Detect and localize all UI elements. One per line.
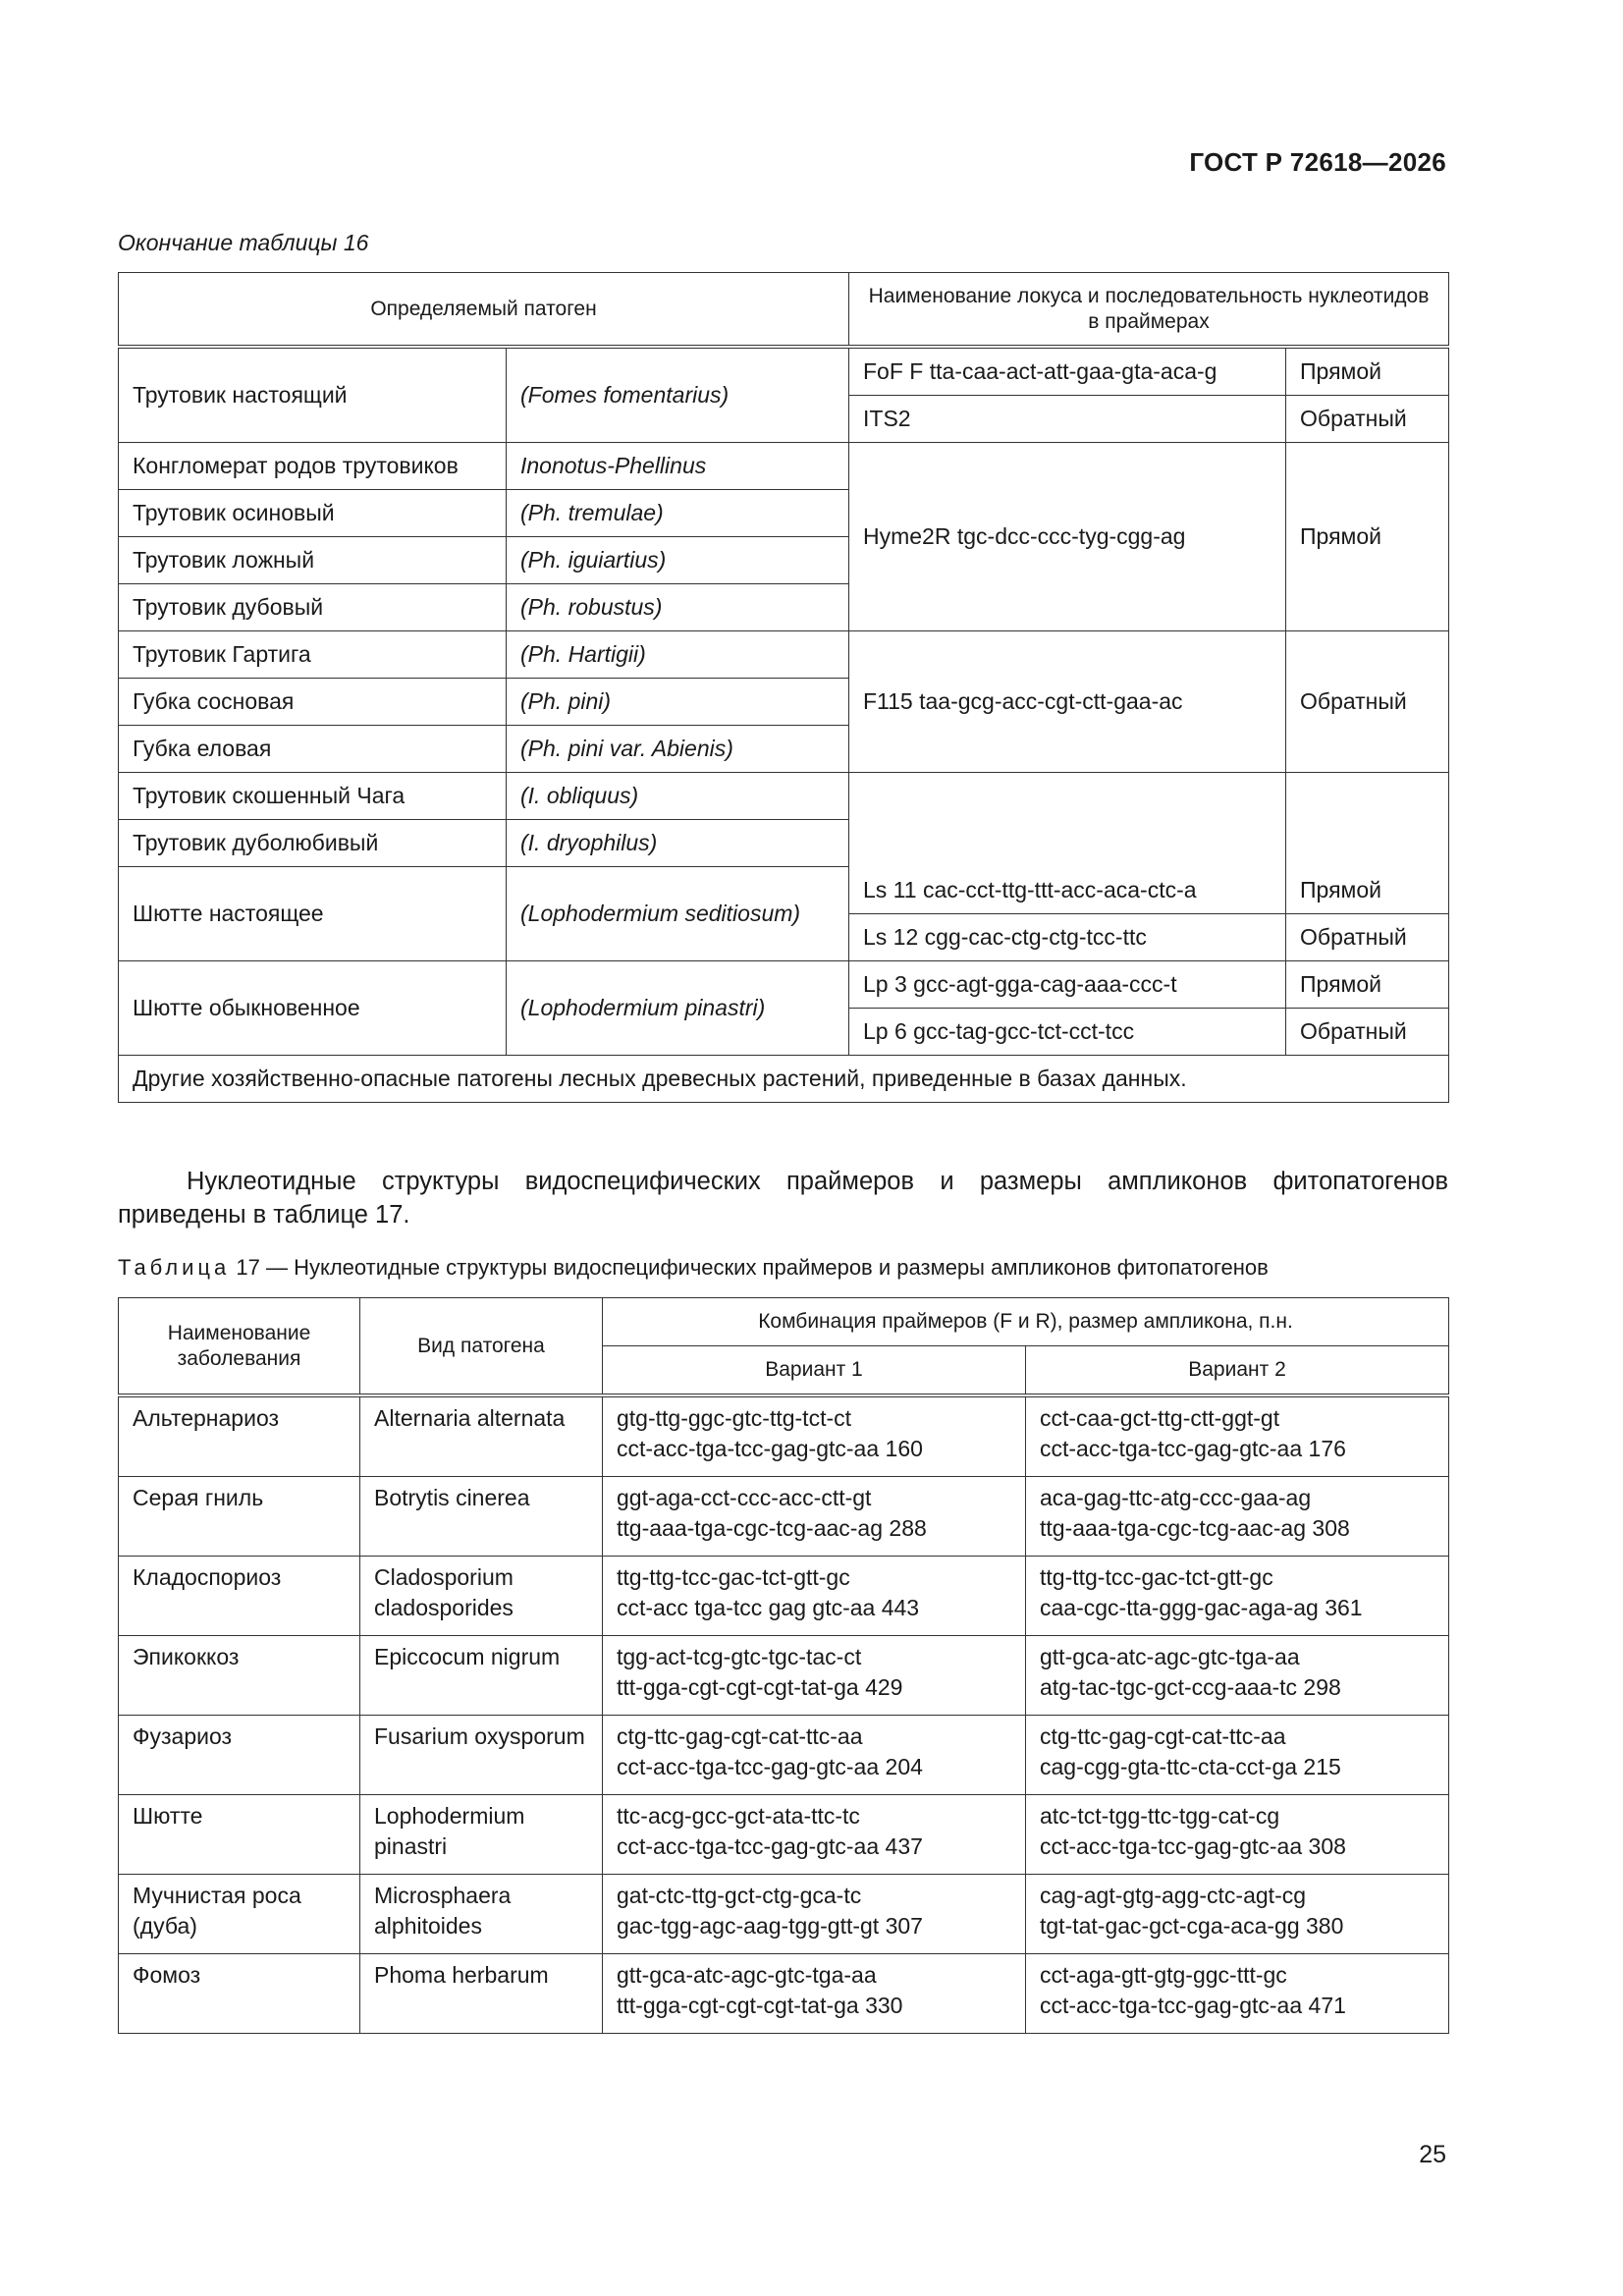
body-paragraph: Нуклеотидные структуры видоспецифических праймеров и размеры ампликонов фитопатогенов приведены в таблице 17. [118,1168,1448,1229]
pathogen-species [360,1395,603,1477]
pathogen-name: Губка еловая [119,726,507,773]
variant-2-primers [1026,1557,1449,1636]
variant-2-primers [1026,1477,1449,1557]
pathogen-name: Трутовик скошенный Чага [119,773,507,820]
pathogen-species [360,1716,603,1795]
header-disease: Наименование заболевания [119,1298,360,1396]
disease-name [119,1636,360,1716]
pathogen-latin: (Ph. iguiartius) [507,537,849,584]
pathogen-species [360,1636,603,1716]
primer-direction: Прямой [1286,347,1449,396]
primer-sequence: Hyme2R tgc-dcc-ccc-tyg-cgg-ag [849,443,1286,631]
table-16-header [119,273,1449,348]
disease-name-line: Альтернариоз [133,1405,280,1431]
header-variant-2: Вариант 2 [1026,1346,1449,1396]
pathogen-latin: (Lophodermium seditiosum) [507,867,849,961]
page-number: 25 [1419,2141,1446,2168]
variant-2-primers [1026,1395,1449,1477]
header-locus: Наименование локуса и последовательность нуклеотидов в праймерах [849,273,1449,348]
pathogen-name: Трутовик ложный [119,537,507,584]
table-continuation-caption: Окончание таблицы 16 [118,230,369,255]
variant-1-primers [603,1557,1026,1636]
table-caption-text: 17 — Нуклеотидные структуры видоспецифических праймеров и размеры ампликонов фитопатогенов [236,1255,1269,1280]
variant-2-primers-line: cct-acc-tga-tcc-gag-gtc-aa 308 [1040,1833,1346,1859]
pathogen-species-line: Cladosporium cladosporides [374,1564,514,1620]
pathogen-latin: (Ph. pini) [507,679,849,726]
variant-1-primers-line: cct-acc tga-tcc gag gtc-aa 443 [617,1595,920,1620]
variant-2-primers-line: cct-aga-gtt-gtg-ggc-ttt-gc [1040,1962,1287,1988]
primer-direction: Обратный [1286,1008,1449,1055]
pathogen-species-line: Microsphaera alphitoides [374,1883,512,1939]
disease-name-line: Шютте [133,1803,203,1829]
variant-2-primers [1026,1716,1449,1795]
disease-name-line: Серая гниль [133,1485,264,1510]
primer-sequence: FoF F tta-caa-act-att-gaa-gta-aca-g [849,347,1286,396]
pathogen-name: Трутовик дубовый [119,584,507,631]
primer-sequence-empty [849,773,1286,867]
variant-2-primers [1026,1636,1449,1716]
table-17 [118,1297,1449,2034]
table-row [119,773,1449,820]
header-variant-1: Вариант 1 [603,1346,1026,1396]
pathogen-latin: (Lophodermium pinastri) [507,960,849,1055]
variant-1-primers [603,1954,1026,2034]
variant-1-primers-line: cct-acc-tga-tcc-gag-gtc-aa 437 [617,1833,923,1859]
pathogen-species-line: Fusarium oxysporum [374,1723,585,1749]
table-row [119,1395,1449,1477]
pathogen-species [360,1795,603,1875]
document-number: ГОСТ Р 72618—2026 [1189,147,1446,177]
variant-1-primers-line: gtg-ttg-ggc-gtc-ttg-tct-ct [617,1405,852,1431]
table-row [119,347,1449,396]
pathogen-latin: Inonotus-Phellinus [507,443,849,490]
pathogen-name: Трутовик настоящий [119,347,507,443]
pathogen-name: Трутовик осиновый [119,490,507,537]
primer-sequence: F115 taa-gcg-acc-cgt-ctt-gaa-ac [849,631,1286,773]
table-footer-note: Другие хозяйственно-опасные патогены лесных древесных растений, приведенные в базах данных. [119,1055,1449,1102]
pathogen-name: Конгломерат родов трутовиков [119,443,507,490]
disease-name-line: Кладоспориоз [133,1564,282,1590]
pathogen-name: Шютте настоящее [119,867,507,961]
table-row [119,1795,1449,1875]
pathogen-species-line: Lophodermium pinastri [374,1803,525,1859]
variant-2-primers-line: caa-cgc-tta-ggg-gac-aga-ag 361 [1040,1595,1363,1620]
variant-1-primers-line: ttc-acg-gcc-gct-ata-ttc-tc [617,1803,860,1829]
pathogen-latin: (Ph. pini var. Abienis) [507,726,849,773]
variant-2-primers-line: cct-acc-tga-tcc-gag-gtc-aa 176 [1040,1436,1346,1461]
table-row [119,960,1449,1008]
pathogen-species [360,1477,603,1557]
variant-1-primers-line: gac-tgg-agc-aag-tgg-gtt-gt 307 [617,1913,923,1939]
table-16 [118,272,1449,1103]
variant-2-primers [1026,1954,1449,2034]
variant-2-primers-line: ctg-ttc-gag-cgt-cat-ttc-aa [1040,1723,1286,1749]
primer-sequence: Ls 12 cgg-cac-ctg-ctg-tcc-ttc [849,913,1286,960]
table-row [119,1477,1449,1557]
header-pathogen: Определяемый патоген [119,273,849,348]
variant-2-primers-line: cct-acc-tga-tcc-gag-gtc-aa 471 [1040,1993,1346,2018]
disease-name [119,1395,360,1477]
variant-1-primers-line: ttt-gga-cgt-cgt-cgt-tat-ga 429 [617,1674,903,1700]
primer-direction: Обратный [1286,396,1449,443]
header-combination: Комбинация праймеров (F и R), размер ампликона, п.н. [603,1298,1449,1346]
variant-1-primers-line: ggt-aga-cct-ccc-acc-ctt-gt [617,1485,872,1510]
pathogen-species [360,1954,603,2034]
pathogen-name: Шютте обыкновенное [119,960,507,1055]
pathogen-latin: (Ph. robustus) [507,584,849,631]
variant-1-primers [603,1395,1026,1477]
pathogen-species-line: Botrytis cinerea [374,1485,530,1510]
primer-direction-empty [1286,773,1449,867]
variant-2-primers [1026,1875,1449,1954]
variant-2-primers [1026,1795,1449,1875]
variant-2-primers-line: ttg-aaa-tga-cgc-tcg-aac-ag 308 [1040,1515,1350,1541]
table-17-header [119,1298,1449,1346]
header-species: Вид патогена [360,1298,603,1396]
pathogen-name: Губка сосновая [119,679,507,726]
pathogen-latin: (Fomes fomentarius) [507,347,849,443]
primer-sequence: Lp 3 gcc-agt-gga-cag-aaa-ccc-t [849,960,1286,1008]
disease-name [119,1716,360,1795]
primer-direction: Прямой [1286,960,1449,1008]
pathogen-name: Трутовик дуболюбивый [119,820,507,867]
primer-direction: Прямой [1286,443,1449,631]
variant-2-primers-line: cct-caa-gct-ttg-ctt-ggt-gt [1040,1405,1280,1431]
variant-1-primers-line: ttt-gga-cgt-cgt-cgt-tat-ga 330 [617,1993,903,2018]
pathogen-latin: (Ph. Hartigii) [507,631,849,679]
variant-1-primers-line: ctg-ttc-gag-cgt-cat-ttc-aa [617,1723,863,1749]
disease-name [119,1557,360,1636]
variant-2-primers-line: ttg-ttg-tcc-gac-tct-gtt-gc [1040,1564,1273,1590]
table-row [119,1875,1449,1954]
variant-1-primers-line: ttg-aaa-tga-cgc-tcg-aac-ag 288 [617,1515,927,1541]
primer-sequence: Lp 6 gcc-tag-gcc-tct-cct-tcc [849,1008,1286,1055]
variant-1-primers [603,1636,1026,1716]
pathogen-species-line: Epiccocum nigrum [374,1644,561,1669]
pathogen-species [360,1875,603,1954]
variant-1-primers [603,1795,1026,1875]
variant-2-primers-line: aca-gag-ttc-atg-ccc-gaa-ag [1040,1485,1312,1510]
pathogen-species [360,1557,603,1636]
table-caption-word: Таблица [118,1255,231,1280]
disease-name [119,1954,360,2034]
pathogen-species-line: Phoma herbarum [374,1962,549,1988]
disease-name [119,1795,360,1875]
variant-2-primers-line: tgt-tat-gac-gct-cga-aca-gg 380 [1040,1913,1344,1939]
table-row [119,1557,1449,1636]
disease-name [119,1477,360,1557]
pathogen-latin: (Ph. tremulae) [507,490,849,537]
table-row [119,631,1449,679]
primer-sequence: Ls 11 cac-cct-ttg-ttt-acc-aca-ctc-a [849,867,1286,914]
variant-1-primers-line: ttg-ttg-tcc-gac-tct-gtt-gc [617,1564,850,1590]
disease-name-line: Мучнистая роса (дуба) [133,1883,301,1939]
table-17-caption [118,1255,1269,1281]
primer-direction: Прямой [1286,867,1449,914]
disease-name-line: Фомоз [133,1962,201,1988]
table-row [119,1716,1449,1795]
variant-1-primers-line: gat-ctc-ttg-gct-ctg-gca-tc [617,1883,862,1908]
variant-1-primers [603,1875,1026,1954]
variant-1-primers-line: cct-acc-tga-tcc-gag-gtc-aa 160 [617,1436,923,1461]
variant-2-primers-line: atg-tac-tgc-gct-ccg-aaa-tc 298 [1040,1674,1341,1700]
variant-1-primers-line: gtt-gca-atc-agc-gtc-tga-aa [617,1962,877,1988]
pathogen-latin: (I. dryophilus) [507,820,849,867]
disease-name [119,1875,360,1954]
primer-direction: Обратный [1286,631,1449,773]
table-footer-row [119,1055,1449,1102]
table-17-body [119,1395,1449,2034]
table-row [119,443,1449,490]
variant-2-primers-line: cag-agt-gtg-agg-ctc-agt-cg [1040,1883,1307,1908]
table-row [119,1954,1449,2034]
variant-2-primers-line: cag-cgg-gta-ttc-cta-cct-ga 215 [1040,1754,1341,1779]
table-row [119,867,1449,914]
primer-direction: Обратный [1286,913,1449,960]
variant-1-primers-line: cct-acc-tga-tcc-gag-gtc-aa 204 [617,1754,923,1779]
disease-name-line: Фузариоз [133,1723,233,1749]
table-row [119,1636,1449,1716]
pathogen-species-line: Alternaria alternata [374,1405,566,1431]
pathogen-latin: (I. obliquus) [507,773,849,820]
variant-2-primers-line: gtt-gca-atc-agc-gtc-tga-aa [1040,1644,1300,1669]
variant-1-primers [603,1716,1026,1795]
variant-1-primers-line: tgg-act-tcg-gtc-tgc-tac-ct [617,1644,862,1669]
variant-1-primers [603,1477,1026,1557]
variant-2-primers-line: atc-tct-tgg-ttc-tgg-cat-cg [1040,1803,1280,1829]
primer-sequence: ITS2 [849,396,1286,443]
disease-name-line: Эпикоккоз [133,1644,240,1669]
pathogen-name: Трутовик Гартига [119,631,507,679]
